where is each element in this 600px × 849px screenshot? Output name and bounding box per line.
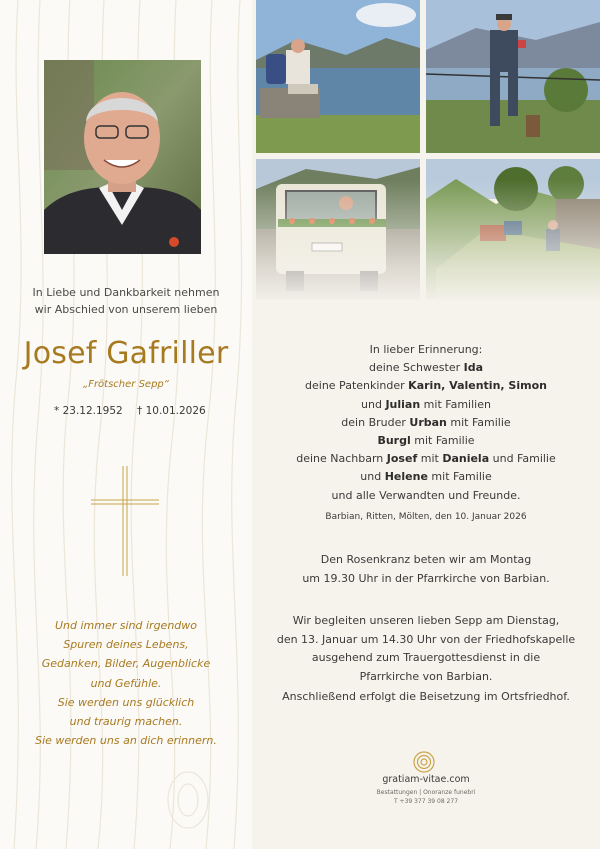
- rosary-line: um 19.30 Uhr in der Pfarrkirche von Barbian.: [302, 571, 550, 585]
- funeral-line: ausgehend zum Trauergottesdienst in die: [311, 651, 541, 664]
- poem-line: Gedanken, Bilder, Augenblicke: [41, 657, 211, 671]
- nickname: „Frötscher Sepp“: [83, 379, 169, 390]
- footer-services: Bestattungen | Onoranze funebri: [376, 789, 476, 796]
- memory-line: Burgl mit Familie: [377, 434, 475, 448]
- memory-line: dein Bruder Urban mit Familie: [341, 415, 511, 429]
- memory-line: und Helene mit Familie: [360, 470, 492, 484]
- rosary-line: Den Rosenkranz beten wir am Montag: [320, 553, 532, 566]
- poem-line: Sie werden uns an dich erinnern.: [35, 734, 217, 748]
- memory-line: deine Nachbarn Josef mit Daniela und Familie: [296, 452, 556, 466]
- intro-text: [0, 284, 252, 318]
- footer-phone: T +39 377 39 08 277: [393, 797, 459, 805]
- portrait-photo: [44, 60, 201, 254]
- intro-line: In Liebe und Dankbarkeit nehmen: [32, 286, 220, 299]
- memory-line: deine Schwester Ida: [368, 361, 484, 375]
- birth-date: * 23.12.1952: [54, 405, 123, 417]
- deceased-name: Josef Gafriller: [23, 336, 229, 371]
- funeral-notice: [252, 612, 600, 686]
- burial-notice: Anschließend erfolgt die Beisetzung im Ortsfriedhof.: [282, 690, 570, 703]
- cross-icon: [91, 466, 159, 576]
- photo-lake-hiker: [256, 0, 420, 153]
- photo-fence-worker: [426, 0, 600, 153]
- footer-contact: [252, 789, 600, 806]
- spiral-logo-icon: [413, 751, 435, 773]
- poem-line: und Gefühle.: [90, 676, 162, 690]
- photo-fade-overlay: [256, 180, 600, 305]
- death-date: † 10.01.2026: [137, 405, 206, 417]
- memory-line: und Julian mit Familien: [361, 397, 491, 411]
- poem-line: und traurig machen.: [69, 715, 183, 729]
- funeral-line: den 13. Januar um 14.30 Uhr von der Friedhofskapelle: [276, 632, 576, 646]
- rosary-notice: [252, 551, 600, 588]
- memory-section: [252, 341, 600, 505]
- left-panel: [0, 0, 252, 849]
- website-link[interactable]: gratiam-vitae.com: [382, 774, 470, 785]
- memory-line: und alle Verwandten und Freunde.: [331, 488, 521, 502]
- poem: [0, 616, 252, 750]
- funeral-line: Pfarrkirche von Barbian.: [359, 669, 493, 683]
- intro-line: wir Abschied von unserem lieben: [34, 303, 218, 316]
- place-date: Barbian, Ritten, Mölten, den 10. Januar 2026: [325, 512, 527, 522]
- poem-line: Und immer sind irgendwo: [54, 619, 198, 632]
- memory-heading: In lieber Erinnerung:: [369, 343, 483, 356]
- memory-line: deine Patenkinder Karin, Valentin, Simon: [305, 379, 547, 393]
- funeral-line: Wir begleiten unseren lieben Sepp am Dienstag,: [292, 614, 560, 627]
- poem-line: Spuren deines Lebens,: [63, 638, 189, 652]
- poem-line: Sie werden uns glücklich: [57, 695, 195, 709]
